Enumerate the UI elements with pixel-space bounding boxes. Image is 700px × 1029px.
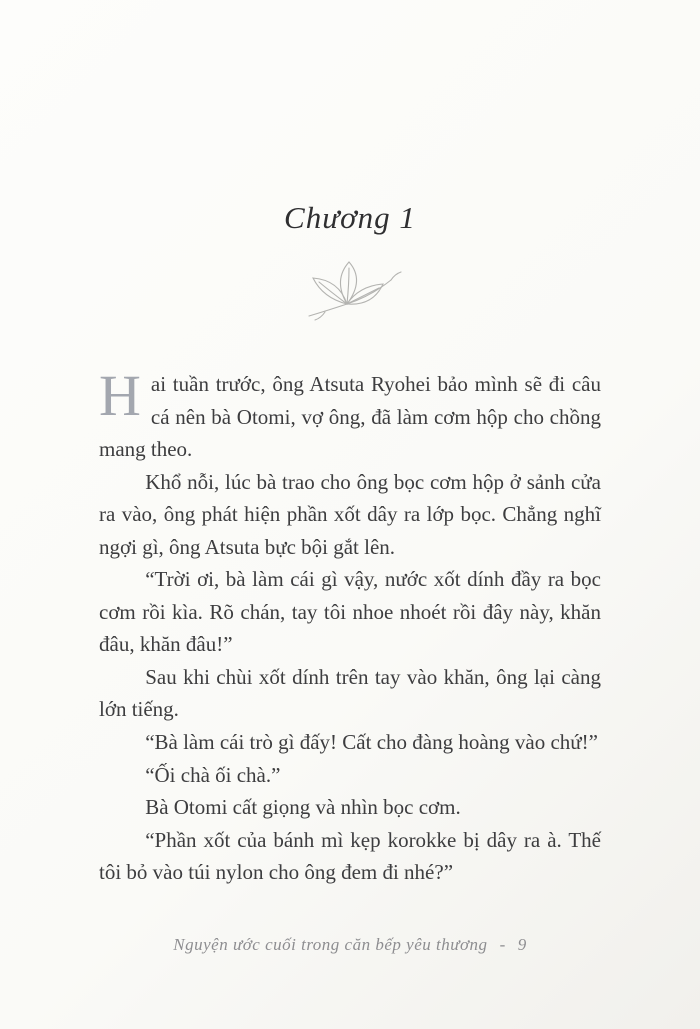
paragraph: “Trời ơi, bà làm cái gì vậy, nước xốt dính đầy ra bọc cơm rồi kìa. Rõ chán, tay tôi nhoe nhoét rồi đây này, khăn đâu, khăn đâu!” bbox=[99, 567, 601, 657]
paragraph: Bà Otomi cất giọng và nhìn bọc cơm. bbox=[145, 795, 461, 820]
paragraph: “Bà làm cái trò gì đấy! Cất cho đàng hoàng vào chứ!” bbox=[145, 730, 598, 755]
chapter-title: Chương 1 bbox=[284, 200, 416, 235]
drop-cap: H bbox=[99, 363, 141, 428]
page-number: 9 bbox=[517, 935, 527, 954]
footer-separator: - bbox=[499, 935, 506, 954]
paragraph-text: ai tuần trước, ông Atsuta Ryohei bảo mình sẽ đi câu cá nên bà Otomi, vợ ông, đã làm cơm hộp cho chồng mang theo. bbox=[99, 372, 601, 462]
paragraph bbox=[99, 363, 601, 466]
footer-book-title: Nguyện ước cuối trong căn bếp yêu thương bbox=[173, 935, 488, 954]
paragraph: Sau khi chùi xốt dính trên tay vào khăn, ông lại càng lớn tiếng. bbox=[99, 664, 601, 722]
paragraph: Khổ nỗi, lúc bà trao cho ông bọc cơm hộp ở sảnh cửa ra vào, ông phát hiện phần xốt dây ra lớp bọc. Chẳng nghĩ ngợi gì, ông Atsuta bực bội gắt lên. bbox=[99, 469, 601, 559]
body-text bbox=[99, 363, 601, 889]
leaf-sketch-icon bbox=[295, 254, 405, 328]
paragraph: “Phần xốt của bánh mì kẹp korokke bị dây ra à. Thế tôi bỏ vào túi nylon cho ông đem đi nhé?” bbox=[99, 827, 601, 885]
page-footer bbox=[0, 935, 700, 955]
leaf-ornament-illustration bbox=[295, 254, 405, 328]
paragraph: “Ối chà ối chà.” bbox=[145, 762, 281, 787]
